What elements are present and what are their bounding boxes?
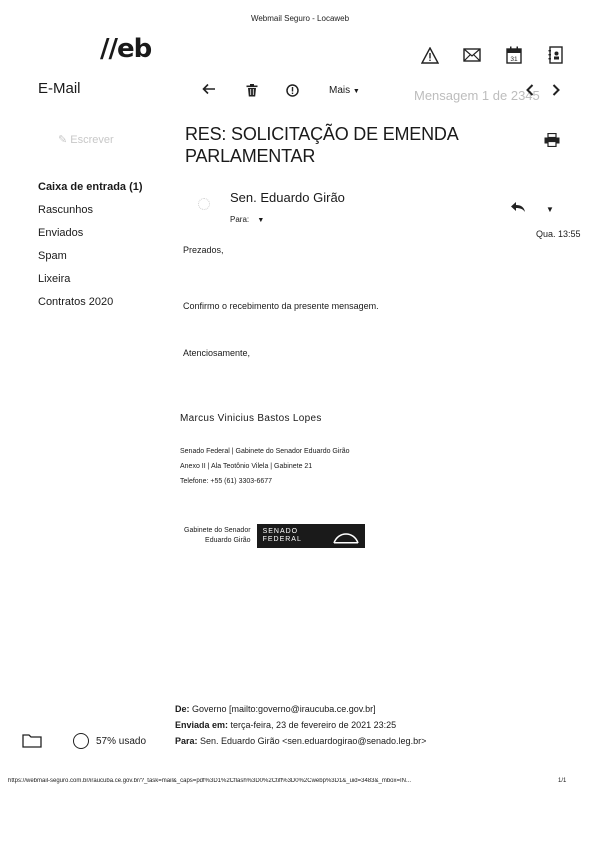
- top-app-icons: [420, 45, 566, 65]
- senado-logo-line: FEDERAL: [262, 536, 302, 543]
- print-header: Webmail Seguro - Locaweb: [250, 14, 350, 23]
- calendar-day: 31: [510, 56, 518, 63]
- seal-caption-line: Eduardo Girão: [205, 537, 251, 544]
- senado-logo-text: [263, 528, 302, 544]
- message-body: [183, 245, 563, 358]
- calendar-icon[interactable]: [504, 45, 524, 65]
- delete-icon[interactable]: [246, 84, 258, 100]
- sender-name[interactable]: Sen. Eduardo Girão: [230, 190, 345, 205]
- signature-line: Telefone: +55 (61) 3303-6677: [180, 478, 273, 485]
- quota-ring-icon: [73, 733, 89, 749]
- forward-to-label: Para:: [175, 736, 198, 746]
- warning-icon[interactable]: [420, 45, 440, 65]
- previous-message-icon[interactable]: [526, 84, 534, 99]
- sender-avatar: [198, 198, 210, 210]
- to-label: Para:: [230, 215, 250, 224]
- reply-actions: [510, 200, 554, 218]
- forward-sent-label: Enviada em:: [175, 720, 229, 730]
- greeting: Prezados,: [183, 245, 224, 255]
- reply-icon[interactable]: [510, 200, 526, 218]
- sidebar-item-spam[interactable]: [38, 249, 168, 272]
- body-text: Confirmo o recebimento da presente mensagem.: [183, 301, 379, 311]
- forward-to-value: Sen. Eduardo Girão <sen.eduardogirao@senado.leg.br>: [200, 736, 427, 746]
- sidebar-item-trash[interactable]: [38, 272, 168, 295]
- sidebar-item-sent[interactable]: [38, 226, 168, 249]
- mail-icon[interactable]: [462, 45, 482, 65]
- forwarded-header: [175, 701, 426, 749]
- compose-label: Escrever: [70, 134, 114, 146]
- message-subject: RES: SOLICITAÇÃO DE EMENDA PARLAMENTAR: [185, 124, 458, 166]
- sidebar-item-contratos-2020[interactable]: [38, 295, 168, 318]
- forward-from-row: [175, 701, 426, 717]
- recipients-toggle[interactable]: [230, 215, 264, 224]
- print-footer-page: 1/1: [558, 778, 567, 784]
- caret-down-icon: ▼: [352, 88, 360, 95]
- signature-name: Marcus Vinicius Bastos Lopes: [180, 413, 322, 424]
- seal-caption-line: Gabinete do Senador: [184, 527, 251, 534]
- seal-caption: [184, 526, 251, 546]
- print-footer-url: https://webmail-seguro.com.br/iraucuba.ce.gov.br/?_task=mail&_caps=pdf%3D1%2Cflash%3D0%2Ctiff%3D0%2Cwebp%3D1&_uid=3483&_mbox=IN...: [8, 778, 411, 784]
- message-counter: Mensagem 1 de 2345: [414, 88, 540, 103]
- sidebar-item-label: Enviados: [38, 227, 84, 239]
- sidebar-item-label: Spam: [38, 250, 67, 262]
- folder-sidebar: [38, 180, 168, 318]
- quota-label: 57% usado: [96, 735, 147, 747]
- forward-from-value: Governo [mailto:governo@iraucuba.ce.gov.br]: [192, 704, 376, 714]
- signature-line: Senado Federal | Gabinete do Senador Eduardo Girão: [180, 448, 350, 455]
- caret-down-icon: ▼: [257, 217, 265, 224]
- forward-from-label: De:: [175, 704, 190, 714]
- forward-sent-value: terça-feira, 23 de fevereiro de 2021 23:25: [230, 720, 397, 730]
- folder-manage-icon[interactable]: [22, 733, 42, 753]
- compose-button[interactable]: [58, 133, 114, 146]
- signature-details: [180, 444, 350, 489]
- sidebar-item-inbox[interactable]: [38, 180, 168, 203]
- next-message-icon[interactable]: [552, 84, 560, 99]
- spam-report-icon[interactable]: [286, 84, 299, 100]
- sidebar-item-label: Caixa de entrada: [38, 181, 127, 193]
- senado-federal-logo: [257, 524, 365, 548]
- message-time: Qua. 13:55: [536, 229, 581, 239]
- sidebar-item-label: Rascunhos: [38, 204, 94, 216]
- sidebar-item-label: Lixeira: [38, 273, 71, 285]
- closing: Atenciosamente,: [183, 348, 251, 358]
- app-title: E-Mail: [38, 80, 81, 97]
- locaweb-logo[interactable]: //eb: [100, 34, 152, 64]
- back-icon[interactable]: [202, 83, 216, 98]
- storage-quota: [73, 733, 146, 749]
- sidebar-item-drafts[interactable]: [38, 203, 168, 226]
- contacts-icon[interactable]: [546, 45, 566, 65]
- unread-count: (1): [129, 181, 143, 193]
- senate-seal: [184, 524, 365, 548]
- reply-options-icon[interactable]: ▼: [546, 204, 554, 214]
- senate-building-icon: [333, 528, 359, 544]
- senado-logo-line: SENADO: [262, 528, 299, 535]
- sidebar-item-label: Contratos 2020: [38, 296, 114, 308]
- more-label: Mais: [329, 85, 351, 96]
- forward-to-row: [175, 733, 426, 749]
- more-menu-button[interactable]: [329, 85, 360, 96]
- compose-icon: ✎: [58, 134, 71, 146]
- print-icon[interactable]: [544, 133, 560, 152]
- signature-line: Anexo II | Ala Teotônio Vilela | Gabinete 21: [180, 463, 313, 470]
- message-toolbar: [196, 84, 576, 104]
- forward-sent-row: [175, 717, 426, 733]
